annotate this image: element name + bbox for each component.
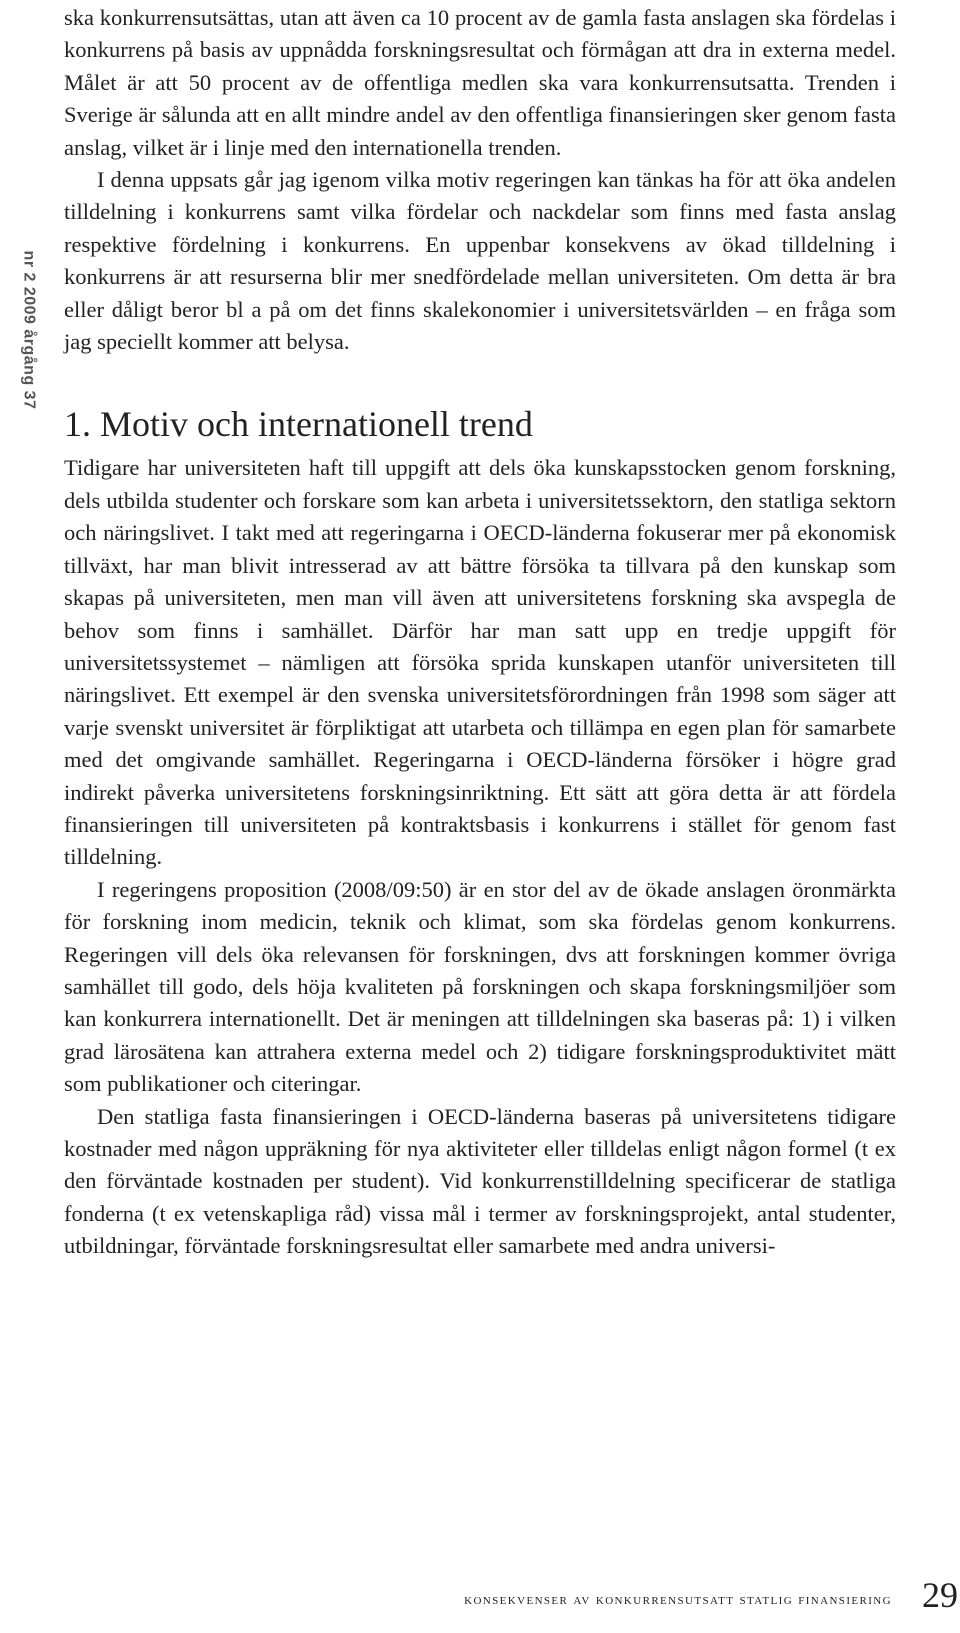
paragraph-section-1: Tidigare har universiteten haft till uppgift att dels öka kunskapsstocken genom forskning, dels utbilda studenter och forskare som kan arbeta i universitetssektorn, den statliga sektorn och näringslivet. I takt med att regeringarna i OECD-länderna fokuserar mer på ekonomisk tillväxt, har man blivit intresserad av att bättre försöka ta tillvara på den kunskap som skapas på universiteten, men man vill även att universitetens forskning ska avspegla de behov som finns i samhället. Därför har man satt upp en tredje uppgift för universitetssystemet – nämligen att försöka sprida kunskapen utanför universiteten till näringslivet. Ett exempel är den svenska universitetsförordningen från 1998 som säger att varje svenskt universitet är förpliktigat att utarbeta och tillämpa en egen plan för samarbete med det omgivande samhället. Regeringarna i OECD-länderna försöker i högre grad indirekt påverka universitetens forskningsinriktning. Ett sätt att göra detta är att fördela finansieringen till universiteten på kontraktsbasis i konkurrens i stället för genom fast tilldelning. <box>64 455 896 870</box>
section-heading: 1. Motiv och internationell trend <box>64 404 533 445</box>
paragraph-section-3: Den statliga fasta finansieringen i OECD-länderna baseras på universitetens tidigare kostnader med någon uppräkning för nya aktiviteter eller tilldelas enligt någon formel (t ex den förväntade kostnaden per student). Vid konkurrenstilldelning specificerar de statliga fonderna (t ex vetenskapliga råd) vissa mål i termer av forskningsprojekt, antal studenter, utbildningar, förväntade forskningsresultat eller samarbete med andra universi- <box>64 1103 896 1259</box>
running-footer-title: konsekvenser av konkurrensutsatt statlig finansiering <box>464 1592 892 1608</box>
article-body <box>64 0 896 1263</box>
paragraph-continuation: ska konkurrensutsättas, utan att även ca 10 procent av de gamla fasta anslagen ska fördelas i konkurrens på basis av uppnådda forskningsresultat och förmågan att dra in externa medel. Målet är att 50 procent av de offentliga medlen ska vara konkurrensutsatta. Trenden i Sverige är sålunda att en allt mindre andel av den offentliga finansieringen sker genom fasta anslag, vilket är i linje med den internationella trenden. <box>64 5 896 160</box>
margin-label <box>8 180 48 480</box>
journal-issue-label: nr 2 2009 årgång 37 <box>20 250 38 410</box>
page-number: 29 <box>922 1575 958 1615</box>
paragraph-purpose: I denna uppsats går jag igenom vilka motiv regeringen kan tänkas ha för att öka andelen tilldelning i konkurrens samt vilka fördelar och nackdelar som finns med fasta anslag respektive fördelning i konkurrens. En uppenbar konsekvens av ökad tilldelning i konkurrens är att resurserna blir mer snedfördelade mellan universiteten. Om detta är bra eller dåligt beror bl a på om det finns skalekonomier i universitetsvärlden – en fråga som jag speciellt kommer att belysa. <box>64 167 896 355</box>
paragraph-section-2: I regeringens proposition (2008/09:50) är en stor del av de ökade anslagen öronmärkta för forskning inom medicin, teknik och klimat, som ska fördelas genom konkurrens. Regeringen vill dels öka relevansen för forskningen, dvs att forskningen kommer övriga samhället till godo, dels höja kvaliteten på forskningen och skapa forskningsmiljöer som kan konkurrera internationellt. Det är meningen att tilldelningen ska baseras på: 1) i vilken grad lärosätena kan attrahera externa medel och 2) tidigare forskningsproduktivitet mätt som publikationer och citeringar. <box>64 876 896 1097</box>
